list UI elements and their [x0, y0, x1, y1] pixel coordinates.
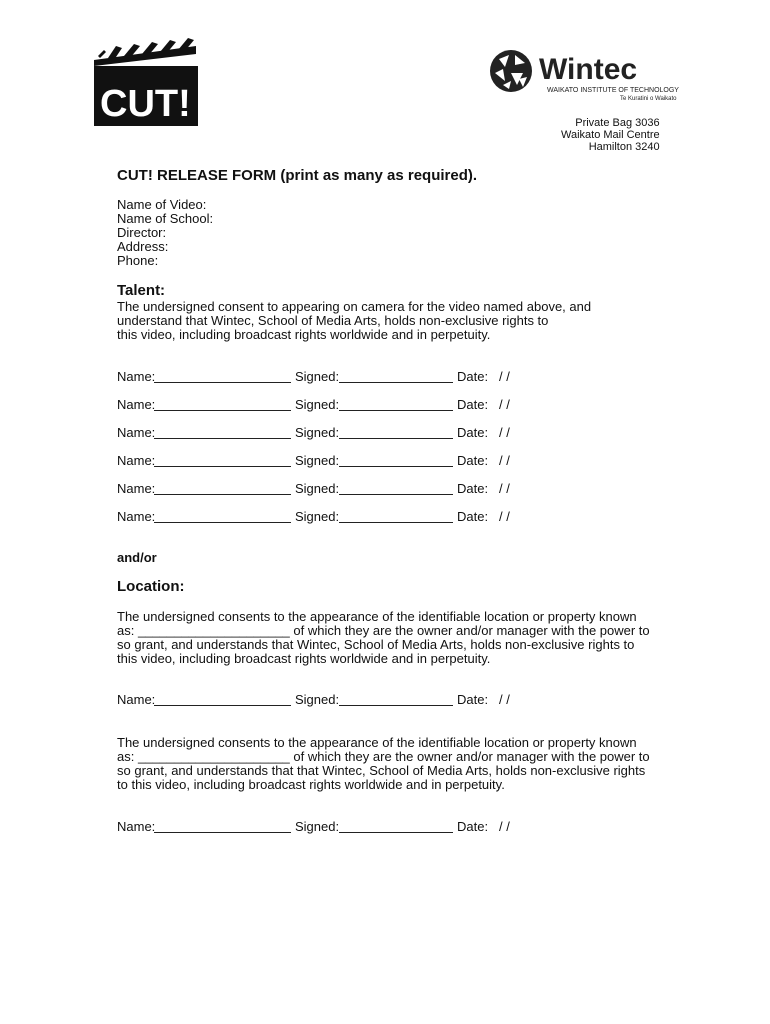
name-label: Name: — [117, 453, 156, 468]
field-name-of-school: Name of School: — [117, 211, 214, 226]
signed-blank-line[interactable] — [339, 832, 453, 833]
date-label: Date: — [457, 369, 489, 384]
date-slashes: / / — [499, 819, 510, 834]
signed-label: Signed: — [295, 481, 340, 496]
wintec-name: Wintec — [539, 53, 638, 86]
date-label: Date: — [457, 692, 489, 707]
name-label: Name: — [117, 369, 156, 384]
date-label: Date: — [457, 819, 489, 834]
name-blank-line[interactable] — [154, 832, 291, 833]
signed-label: Signed: — [295, 819, 340, 834]
date-slashes: / / — [499, 397, 510, 412]
date-label: Date: — [457, 397, 489, 412]
field-name-of-video: Name of Video: — [117, 197, 207, 212]
form-title: CUT! RELEASE FORM (print as many as required). — [117, 167, 478, 184]
signature-row — [117, 426, 537, 442]
wintec-logo — [489, 49, 679, 103]
name-label: Name: — [117, 397, 156, 412]
and-or-label: and/or — [117, 550, 157, 565]
address-line: Private Bag 3036 — [575, 117, 660, 129]
address-line: Waikato Mail Centre — [561, 129, 660, 141]
name-blank-line[interactable] — [154, 382, 291, 383]
date-slashes: / / — [499, 692, 510, 707]
cut-logo-text: CUT! — [100, 83, 191, 125]
signed-label: Signed: — [295, 425, 340, 440]
name-blank-line[interactable] — [154, 438, 291, 439]
location-consent-text-1: The undersigned consents to the appearance of the identifiable location or property known as: _____________________ of which they are the owner and/or manager with the power to so grant, and understands that Wintec, School of Media Arts, holds non-exclusive rights to this video, including broadcast rights worldwide and in perpetuity. — [117, 609, 650, 666]
signed-label: Signed: — [295, 397, 340, 412]
date-slashes: / / — [499, 481, 510, 496]
signed-blank-line[interactable] — [339, 705, 453, 706]
signature-row — [117, 482, 537, 498]
signed-blank-line[interactable] — [339, 410, 453, 411]
signed-label: Signed: — [295, 453, 340, 468]
field-address: Address: — [117, 239, 169, 254]
date-slashes: / / — [499, 453, 510, 468]
date-slashes: / / — [499, 425, 510, 440]
signed-blank-line[interactable] — [339, 522, 453, 523]
date-slashes: / / — [499, 509, 510, 524]
name-blank-line[interactable] — [154, 410, 291, 411]
signed-blank-line[interactable] — [339, 466, 453, 467]
signature-row — [117, 693, 537, 709]
name-label: Name: — [117, 425, 156, 440]
field-director: Director: — [117, 225, 167, 240]
wintec-subtitle: WAIKATO INSTITUTE OF TECHNOLOGY — [547, 87, 679, 94]
name-blank-line[interactable] — [154, 494, 291, 495]
signed-label: Signed: — [295, 692, 340, 707]
name-blank-line[interactable] — [154, 705, 291, 706]
date-label: Date: — [457, 481, 489, 496]
talent-consent-text: The undersigned consent to appearing on camera for the video named above, and understand that Wintec, School of Media Arts, holds non-exclusive rights to this video, including broadcast rights worldwide and in perpetuity. — [117, 299, 592, 342]
wintec-maori-name: Te Kuratini o Waikato — [620, 96, 677, 102]
signed-blank-line[interactable] — [339, 494, 453, 495]
signed-blank-line[interactable] — [339, 382, 453, 383]
signature-row — [117, 820, 537, 836]
signature-row — [117, 398, 537, 414]
name-label: Name: — [117, 509, 156, 524]
signed-blank-line[interactable] — [339, 438, 453, 439]
signature-row — [117, 370, 537, 386]
cut-clapperboard-logo — [92, 34, 198, 126]
date-label: Date: — [457, 425, 489, 440]
signature-row — [117, 454, 537, 470]
date-label: Date: — [457, 509, 489, 524]
talent-heading: Talent: — [117, 282, 166, 299]
name-label: Name: — [117, 481, 156, 496]
name-label: Name: — [117, 692, 156, 707]
name-label: Name: — [117, 819, 156, 834]
signed-label: Signed: — [295, 509, 340, 524]
signature-row — [117, 510, 537, 526]
date-slashes: / / — [499, 369, 510, 384]
video-details — [117, 198, 213, 268]
name-blank-line[interactable] — [154, 466, 291, 467]
date-label: Date: — [457, 453, 489, 468]
location-consent-text-2: The undersigned consents to the appearance of the identifiable location or property known as: _____________________ of which they are the owner and/or manager with the power to so grant, and understands that that Wintec, School of Media Arts, holds non-exclusive rights to this video, including broadcast rights worldwide and in perpetuity. — [117, 735, 650, 792]
field-phone: Phone: — [117, 253, 159, 268]
address-line: Hamilton 3240 — [588, 141, 660, 153]
postal-address — [561, 117, 660, 153]
name-blank-line[interactable] — [154, 522, 291, 523]
location-heading: Location: — [117, 578, 185, 595]
signed-label: Signed: — [295, 369, 340, 384]
